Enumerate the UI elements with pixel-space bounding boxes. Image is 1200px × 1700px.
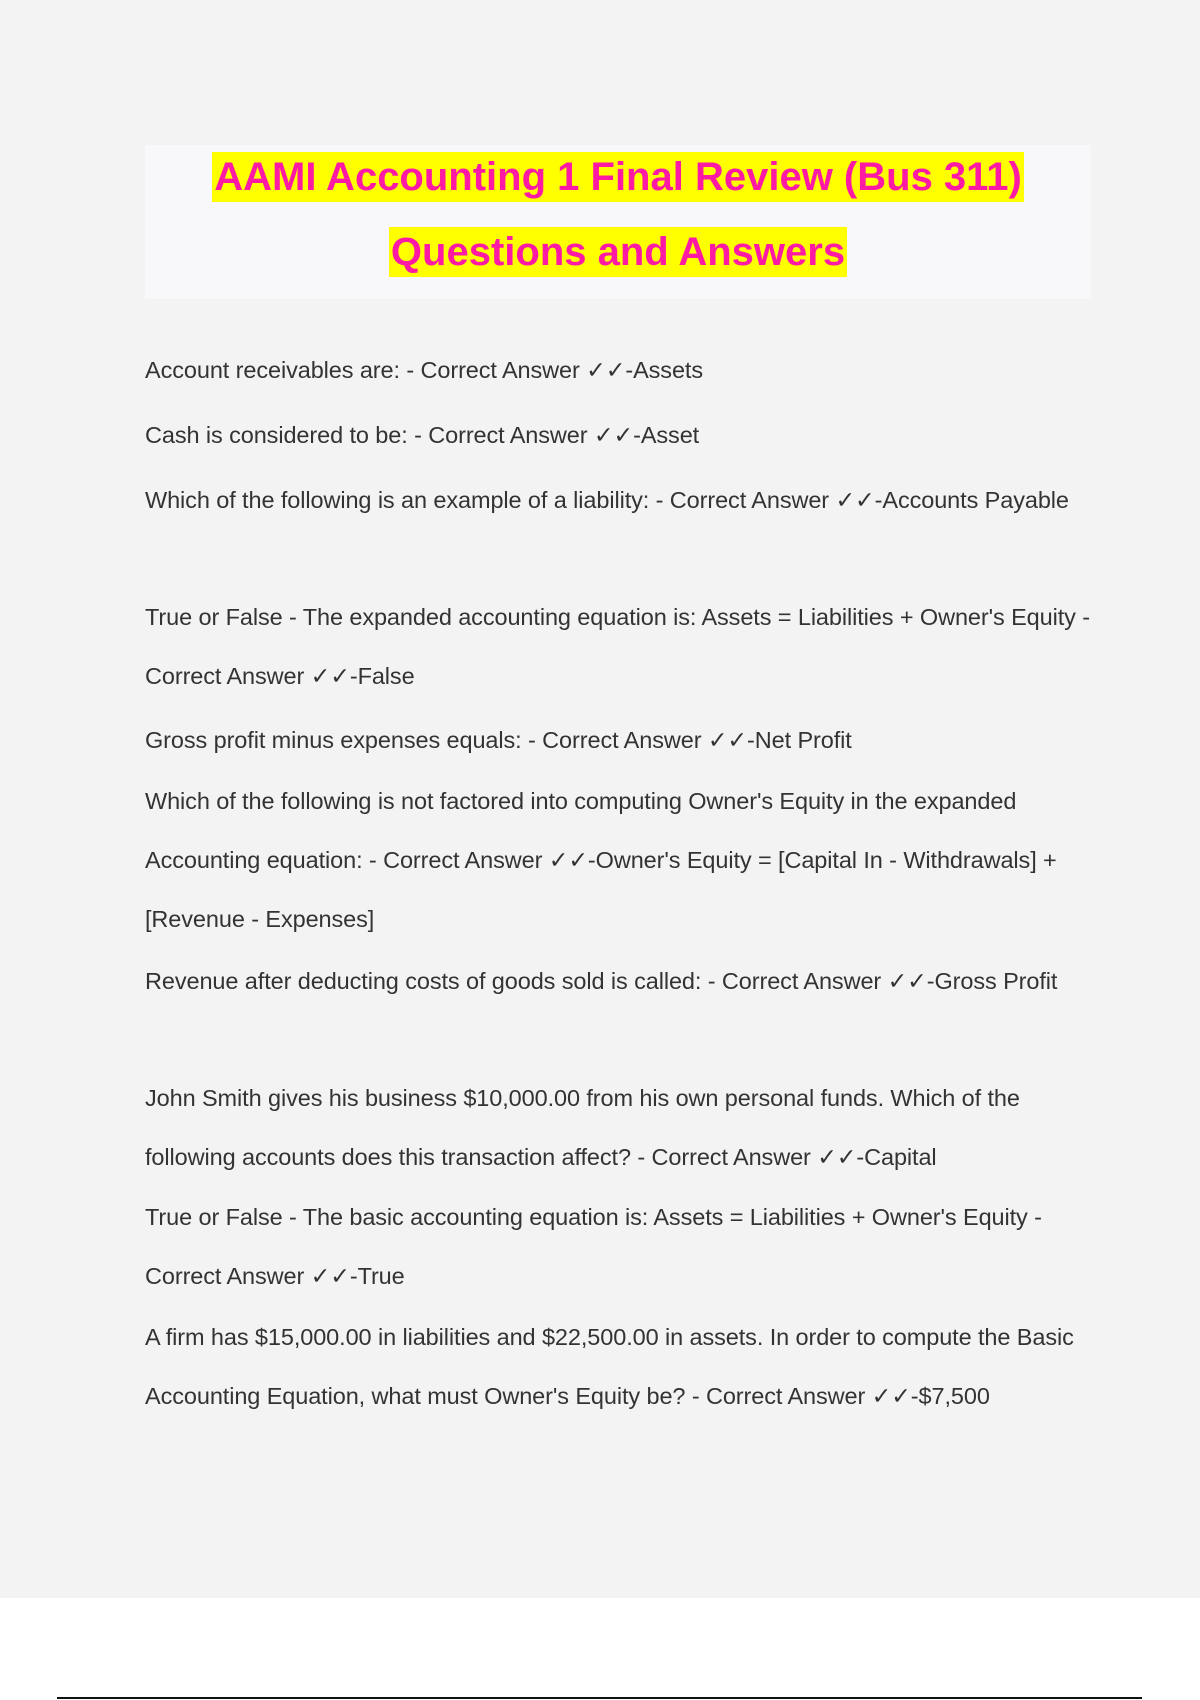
qa-item-5: Gross profit minus expenses equals: - Correct Answer ✓✓-Net Profit [145, 727, 852, 753]
qa-item-10: A firm has $15,000.00 in liabilities and $22,500.00 in assets. In order to compute the Basic Accounting Equation, what must Owner's Equity be? - Correct Answer ✓✓-$7,500 [145, 1324, 1074, 1409]
bottom-rule [57, 1697, 1142, 1699]
qa-item-6: Which of the following is not factored into computing Owner's Equity in the expanded Accounting equation: - Correct Answer ✓✓-Owner's Equity = [Capital In - Withdrawals] + [Revenue - Expenses] [145, 788, 1057, 932]
qa-item-8: John Smith gives his business $10,000.00 from his own personal funds. Which of the following accounts does this transaction affect? - Correct Answer ✓✓-Capital [145, 1085, 1020, 1170]
title-block [145, 145, 1091, 299]
qa-item-4: True or False - The expanded accounting equation is: Assets = Liabilities + Owner's Equity - Correct Answer ✓✓-False [145, 604, 1090, 689]
qa-item-2: Cash is considered to be: - Correct Answer ✓✓-Asset [145, 422, 700, 448]
document-title-line-1: AAMI Accounting 1 Final Review (Bus 311) [212, 152, 1024, 202]
document-title-line-2: Questions and Answers [389, 227, 847, 277]
qa-item-1: Account receivables are: - Correct Answer ✓✓-Assets [145, 357, 704, 383]
qa-item-9: True or False - The basic accounting equation is: Assets = Liabilities + Owner's Equity - Correct Answer ✓✓-True [145, 1204, 1042, 1289]
qa-item-3: Which of the following is an example of a liability: - Correct Answer ✓✓-Accounts Payable [145, 487, 1069, 513]
qa-item-7: Revenue after deducting costs of goods sold is called: - Correct Answer ✓✓-Gross Profit [145, 968, 1058, 994]
